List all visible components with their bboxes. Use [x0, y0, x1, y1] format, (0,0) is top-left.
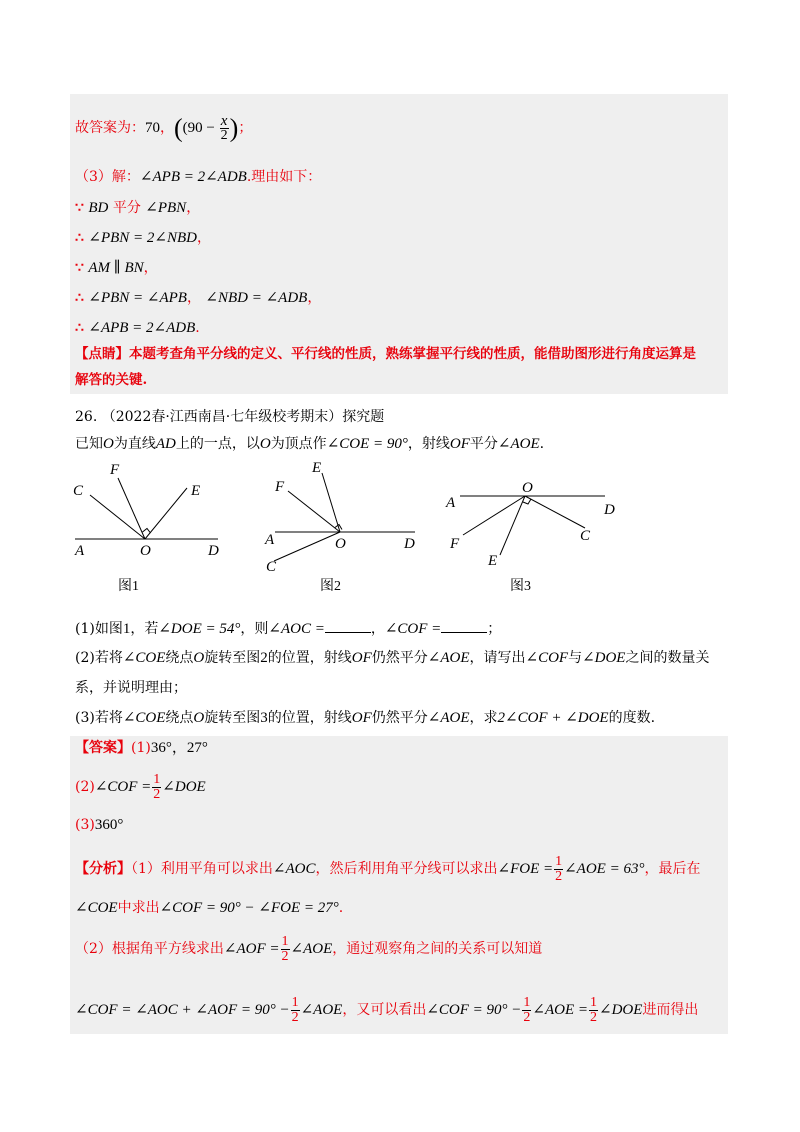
- answer-1: 【答案】(1)36°，27°: [75, 740, 208, 756]
- proof-step-2: ∴ ∠PBN = 2∠NBD，: [75, 230, 211, 246]
- question-2-line-1: (2)若将∠COE绕点O旋转至图2的位置，射线OF仍然平分∠AOE，请写出∠COF与∠DOE之间的数量关: [75, 650, 710, 666]
- fig3-label-o: O: [522, 480, 533, 496]
- fig2-label-e: E: [312, 460, 322, 476]
- proof-step-1: ∵ BD 平分 ∠PBN，: [75, 200, 201, 216]
- fig1-ray-oe: [145, 488, 187, 539]
- fraction-one-half: $\frac{1}{2}$: [590, 994, 598, 1025]
- part3-heading: （3）解：∠APB = 2∠ADB.理由如下：: [75, 169, 322, 185]
- fig1-ray-of: [118, 478, 145, 539]
- therefore-symbol: ∴: [75, 230, 84, 246]
- comment-tag: 【点睛】: [75, 346, 129, 362]
- fig3-label-d: D: [604, 502, 615, 518]
- therefore-symbol: ∴: [75, 290, 84, 306]
- fig2-ray-oc: [274, 532, 340, 561]
- proof-step-3: ∵ AM ∥ BN，: [75, 260, 158, 276]
- fig3-ray-oc: [525, 496, 585, 528]
- fig3-label-e: E: [488, 553, 498, 569]
- fig1-label-o: O: [140, 543, 151, 559]
- final-answer-line: 故答案为：70，((90 − $\frac{x}{2}$ )；: [75, 113, 253, 144]
- fig2-label-a: A: [265, 532, 275, 548]
- final-answer-prefix: 故答案为：: [75, 120, 145, 136]
- fig3-right-angle-mark: [523, 499, 531, 504]
- final-answer-value: 70: [145, 120, 160, 136]
- fig2-ray-of: [288, 491, 340, 532]
- problem-intro: 已知O为直线AD上的一点，以O为顶点作∠COE = 90°，射线OF平分∠AOE.: [75, 436, 545, 452]
- analysis-line-2: ∠COE中求出∠COF = 90° − ∠FOE = 27°.: [75, 900, 344, 916]
- paren-close: ): [229, 113, 239, 143]
- fig2-label-c: C: [266, 559, 277, 575]
- fig1-label-e: E: [191, 483, 201, 499]
- answer-blank-aoc: [325, 618, 371, 633]
- fig2-label-f: F: [275, 479, 285, 495]
- problem-heading: [75, 407, 384, 427]
- fig1-label-d: D: [208, 543, 219, 559]
- fig3-label-c: C: [580, 528, 591, 544]
- answer-3: (3)360°: [75, 817, 124, 833]
- fig3-label-f: F: [450, 536, 460, 552]
- part3-claim: ∠APB = 2∠ADB: [139, 169, 247, 185]
- because-symbol: ∵: [75, 260, 84, 276]
- problem-source: （2022春·江西南昌·七年级校考期末）探究题: [101, 409, 385, 425]
- fig1-label-c: C: [73, 483, 84, 499]
- fig1-label-a: A: [75, 543, 85, 559]
- fraction-one-half: $\frac{1}{2}$: [555, 853, 563, 884]
- fraction-one-half: $\frac{1}{2}$: [523, 994, 531, 1025]
- proof-step-5: ∴ ∠APB = 2∠ADB.: [75, 320, 200, 336]
- figure-diagrams: [70, 458, 730, 593]
- fig3-label-a: A: [446, 495, 456, 511]
- final-answer-expr: ((90 − $\frac{x}{2}$ ): [174, 113, 239, 144]
- analysis-line-4: ∠COF = ∠AOC + ∠AOF = 90° − $\frac{1}{2}$ ∠AOE，又可以看出∠COF = 90° − $\frac{1}{2}$ ∠AOE = $\frac{1}{2}$ ∠DOE进而得出: [75, 994, 699, 1025]
- fig3-ray-oe: [500, 496, 525, 555]
- question-2-line-2: 系，并说明理由；: [75, 680, 187, 696]
- fig1-caption: 图1: [118, 579, 139, 593]
- question-3: (3)若将∠COE绕点O旋转至图3的位置，射线OF仍然平分∠AOE，求2∠COF + ∠DOE的度数.: [75, 710, 656, 726]
- fig2-ray-oe: [322, 473, 340, 532]
- fraction-one-half: $\frac{1}{2}$: [281, 933, 289, 964]
- question-1: (1)如图1，若∠DOE = 54°，则∠AOC = ，∠COF = ；: [75, 618, 501, 639]
- fig2-label-d: D: [404, 536, 415, 552]
- fig1-right-angle-mark: [143, 529, 151, 534]
- answer-blank-cof: [441, 618, 487, 633]
- therefore-symbol: ∴: [75, 320, 84, 336]
- fig1-ray-oc: [90, 495, 145, 539]
- comment-line-2: 解答的关键.: [75, 372, 148, 388]
- problem-number: 26.: [75, 409, 98, 425]
- because-symbol: ∵: [75, 200, 84, 216]
- fig3-ray-of: [463, 496, 525, 535]
- analysis-line-1: 【分析】（1）利用平角可以求出∠AOC，然后利用角平分线可以求出∠FOE = $\frac{1}{2}$ ∠AOE = 63°，最后在: [75, 853, 701, 884]
- answer-tag: 【答案】: [75, 740, 131, 756]
- fraction-one-half: $\frac{1}{2}$: [153, 771, 161, 802]
- fraction-one-half: $\frac{1}{2}$: [291, 994, 299, 1025]
- analysis-tag: 【分析】: [75, 861, 131, 877]
- paren-open: (: [174, 113, 183, 143]
- fig2-label-o: O: [335, 536, 346, 552]
- proof-step-4: ∴ ∠PBN = ∠APB， ∠NBD = ∠ADB，: [75, 290, 322, 306]
- fig3-caption: 图3: [510, 579, 531, 593]
- fraction-x-over-2: $\frac{x}{2}$: [220, 113, 228, 144]
- fig2-caption: 图2: [320, 579, 341, 593]
- fig1-label-f: F: [110, 462, 120, 478]
- comment-line-1: 【点睛】本题考查角平分线的定义、平行线的性质，熟练掌握平行线的性质，能借助图形进行角度运算是: [75, 346, 696, 362]
- answer-2: (2)∠COF = $\frac{1}{2}$ ∠DOE: [75, 771, 206, 802]
- analysis-line-3: （2）根据角平方线求出∠AOF = $\frac{1}{2}$ ∠AOE，通过观察角之间的关系可以知道: [75, 933, 543, 964]
